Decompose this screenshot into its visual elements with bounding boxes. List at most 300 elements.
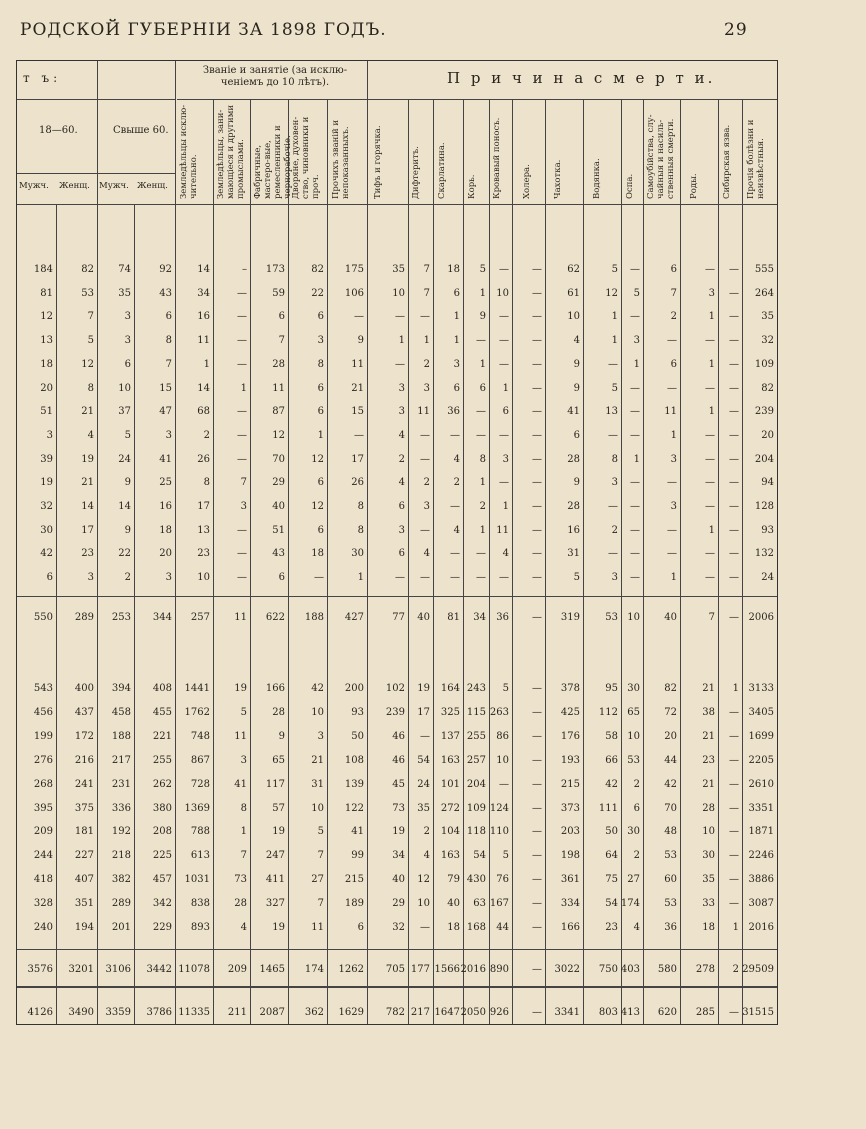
header-rule-1b [17, 99, 175, 100]
table-cell: 893 [190, 922, 210, 933]
table-cell: 418 [33, 874, 53, 886]
table-cell: — [729, 778, 739, 790]
sex-header-female: Женщ. [137, 181, 168, 191]
table-cell: 201 [111, 922, 131, 933]
table-cell: 110 [489, 826, 509, 838]
table-cell: 1 [240, 826, 247, 838]
table-row [17, 548, 777, 566]
table-cell: 12 [40, 311, 53, 323]
table-cell: 11 [417, 406, 430, 418]
table-cell: — [532, 358, 542, 370]
table-cell: — [667, 548, 677, 560]
cause-header: Оспа. [625, 173, 635, 199]
table-cell: 50 [605, 826, 618, 838]
table-cell: 239 [385, 706, 405, 718]
table-cell: 19 [417, 683, 430, 694]
table-cell: 1 [317, 429, 324, 441]
table-cell: — [667, 335, 677, 347]
table-cell: 37 [118, 406, 131, 418]
table-cell: 30 [627, 683, 640, 694]
table-cell: 1 [633, 358, 640, 370]
table-cell: 4 [87, 429, 94, 441]
table-cell: 268 [33, 778, 53, 790]
table-cell: 3 [423, 382, 430, 394]
table-cell: — [354, 311, 364, 323]
table-cell: 7 [278, 335, 285, 347]
table-cell: 243 [466, 683, 486, 694]
table-cell: 20 [40, 382, 53, 394]
table-cell: — [532, 754, 542, 766]
table-cell: — [395, 311, 405, 323]
table-cell: — [667, 524, 677, 536]
table-cell: 139 [344, 778, 364, 790]
table-cell: 1 [423, 335, 430, 347]
table-cell: 407 [74, 874, 94, 886]
table-cell: — [729, 548, 739, 560]
table-cell: 1 [732, 683, 739, 694]
table-cell: 8 [611, 453, 618, 465]
table-cell: 177 [410, 964, 430, 975]
table-cell: 2246 [748, 850, 774, 862]
table-cell: 5 [573, 572, 580, 584]
table-cell: 44 [664, 754, 677, 766]
table-cell: — [450, 572, 460, 584]
table-cell: 167 [489, 898, 509, 910]
table-cell: 2 [423, 358, 430, 370]
cause-header: Чахотка. [553, 159, 563, 199]
table-cell: 46 [392, 730, 405, 742]
table-cell: — [532, 335, 542, 347]
table-cell: 4 [453, 453, 460, 465]
table-row [17, 826, 777, 844]
table-cell: 838 [190, 898, 210, 910]
table-cell: 1 [708, 311, 715, 323]
table-cell: — [729, 572, 739, 584]
table-cell: 9 [573, 382, 580, 394]
table-cell: 41 [234, 778, 247, 790]
table-cell: 164 [440, 683, 460, 694]
table-cell: 62 [567, 264, 580, 275]
table-cell: 11335 [178, 1007, 210, 1018]
table-cell: 108 [344, 754, 364, 766]
table-cell: 42 [311, 683, 324, 694]
table-cell: 30 [702, 850, 715, 862]
table-cell: 77 [392, 612, 405, 623]
table-cell: 327 [265, 898, 285, 910]
table-cell: 7 [670, 287, 677, 299]
table-cell: 3786 [146, 1007, 172, 1018]
table-cell: – [242, 264, 247, 275]
table-cell: — [532, 524, 542, 536]
table-cell: 15 [159, 382, 172, 394]
table-cell: 92 [159, 264, 172, 275]
table-cell: — [729, 453, 739, 465]
group-header-occupation: Званіе и занятіе (за исклю-ченіемъ до 10 лѣтъ). [202, 65, 348, 88]
table-cell: — [476, 406, 486, 418]
table-cell: — [729, 382, 739, 394]
table-cell: — [705, 453, 715, 465]
table-cell: 73 [234, 874, 247, 886]
table-cell: 705 [385, 964, 405, 975]
table-cell: 6 [46, 572, 53, 584]
table-cell: 7 [87, 311, 94, 323]
table-cell: 81 [447, 612, 460, 623]
table-cell: 2087 [259, 1007, 285, 1018]
table-cell: 411 [265, 874, 285, 886]
table-cell: 6 [453, 382, 460, 394]
table-cell: 867 [190, 754, 210, 766]
table-cell: 217 [410, 1007, 430, 1018]
table-row [17, 525, 777, 543]
table-cell: — [630, 406, 640, 418]
table-cell: 3 [240, 501, 247, 512]
table-row [17, 922, 777, 940]
table-cell: 208 [152, 826, 172, 838]
table-cell: 276 [33, 754, 53, 766]
table-cell: — [237, 335, 247, 347]
table-cell: 24 [118, 453, 131, 465]
table-cell: 34 [197, 287, 210, 299]
table-cell: 176 [560, 730, 580, 742]
table-cell: 29 [272, 477, 285, 489]
table-cell: 1 [203, 358, 210, 370]
table-cell: 12 [417, 874, 430, 886]
table-cell: — [532, 850, 542, 862]
table-cell: 4 [423, 548, 430, 560]
table-cell: 1262 [338, 964, 364, 975]
table-cell: — [237, 548, 247, 560]
table-cell: 325 [440, 706, 460, 718]
table-cell: — [729, 287, 739, 299]
table-cell: 70 [664, 802, 677, 814]
table-cell: 31 [567, 548, 580, 560]
table-cell: 18 [159, 524, 172, 536]
table-cell: 28 [234, 898, 247, 910]
table-cell: 1 [502, 382, 509, 394]
table-cell: — [729, 730, 739, 742]
table-cell: — [729, 874, 739, 886]
table-cell: 10 [702, 826, 715, 838]
table-cell: 28 [567, 453, 580, 465]
table-cell: 3 [46, 429, 53, 441]
table-cell: — [630, 382, 640, 394]
table-cell: 728 [190, 778, 210, 790]
table-cell: 1369 [184, 802, 210, 814]
table-cell: 13 [605, 406, 618, 418]
table-cell: — [729, 311, 739, 323]
table-cell: — [729, 826, 739, 838]
table-cell: 394 [111, 683, 131, 694]
table-cell: — [499, 778, 509, 790]
table-cell: — [532, 730, 542, 742]
table-cell: 2 [633, 778, 640, 790]
table-cell: 4 [633, 922, 640, 933]
table-cell: 1 [611, 335, 618, 347]
table-cell: — [729, 898, 739, 910]
table-cell: 13 [40, 335, 53, 347]
table-cell: — [532, 382, 542, 394]
table-cell: 8 [317, 358, 324, 370]
table-cell: — [667, 382, 677, 394]
table-cell: 68 [197, 406, 210, 418]
table-cell: 33 [702, 898, 715, 910]
table-cell: — [499, 477, 509, 489]
table-cell: — [532, 612, 542, 623]
table-cell: 94 [761, 477, 774, 489]
table-cell: 6 [124, 358, 131, 370]
table-cell: — [729, 335, 739, 347]
table-cell: 2 [398, 453, 405, 465]
table-cell: 93 [351, 706, 364, 718]
table-cell: 5 [502, 850, 509, 862]
table-cell: — [314, 572, 324, 584]
table-cell: 8 [357, 501, 364, 512]
table-cell: 5 [240, 706, 247, 718]
table-row [17, 311, 777, 329]
table-cell: 17 [351, 453, 364, 465]
table-cell: — [532, 572, 542, 584]
table-cell: 543 [33, 683, 53, 694]
table-cell: 4 [398, 429, 405, 441]
sex-header-female: Женщ. [59, 181, 90, 191]
table-cell: 3 [453, 358, 460, 370]
table-cell: 5 [611, 264, 618, 275]
table-cell: 23 [605, 922, 618, 933]
table-cell: — [729, 524, 739, 536]
occ-header: Земледѣльцы исклю-чительно. [179, 104, 199, 199]
table-cell: 11 [234, 612, 247, 623]
table-cell: 18 [702, 922, 715, 933]
table-cell: 6 [398, 501, 405, 512]
table-cell: 272 [440, 802, 460, 814]
table-cell: — [532, 964, 542, 975]
table-cell: — [499, 335, 509, 347]
table-cell: 6 [453, 287, 460, 299]
table-cell: 7 [423, 264, 430, 275]
table-cell: — [705, 572, 715, 584]
table-cell: 3 [398, 406, 405, 418]
table-cell: 82 [664, 683, 677, 694]
table-cell: 240 [33, 922, 53, 933]
table-cell: — [729, 358, 739, 370]
table-row [17, 406, 777, 424]
table-cell: — [532, 287, 542, 299]
table-cell: 262 [152, 778, 172, 790]
table-cell: 137 [440, 730, 460, 742]
table-cell: 6 [357, 922, 364, 933]
table-cell: 11 [496, 524, 509, 536]
table-cell: 9 [124, 524, 131, 536]
table-cell: 9 [573, 477, 580, 489]
table-cell: 1 [708, 524, 715, 536]
table-cell: 6 [670, 358, 677, 370]
table-cell: 19 [40, 477, 53, 489]
table-cell: — [729, 754, 739, 766]
table-cell: 456 [33, 706, 53, 718]
table-cell: 64 [605, 850, 618, 862]
table-cell: 7 [317, 898, 324, 910]
table-cell: 748 [190, 730, 210, 742]
table-cell: 3 [317, 730, 324, 742]
table-cell: 3 [398, 382, 405, 394]
table-cell: 11 [197, 335, 210, 347]
table-cell: 53 [81, 287, 94, 299]
table-cell: 74 [118, 264, 131, 275]
table-cell: 41 [159, 453, 172, 465]
table-cell: 3106 [105, 964, 131, 975]
table-cell: 32 [40, 501, 53, 512]
table-cell: 3490 [68, 1007, 94, 1018]
table-cell: 3 [633, 335, 640, 347]
table-cell: 11 [311, 922, 324, 933]
table-cell: 34 [473, 612, 486, 623]
table-cell: 1 [633, 453, 640, 465]
table-cell: 3 [502, 453, 509, 465]
table-cell: 122 [344, 802, 364, 814]
group-header-cause: П р и ч и н а с м е р т и. [447, 69, 716, 87]
table-cell: 1647 [434, 1007, 460, 1018]
occ-header: Земледѣльцы, зани-мающіеся и другими промыслами. [216, 105, 246, 199]
age-group-18-60: 18—60. [39, 125, 78, 136]
table-cell: — [705, 264, 715, 275]
table-row [17, 850, 777, 868]
table-cell: 10 [392, 287, 405, 299]
table-cell: 32 [392, 922, 405, 933]
table-cell: 194 [74, 922, 94, 933]
table-cell: 21 [702, 778, 715, 790]
table-cell: 378 [560, 683, 580, 694]
table-cell: 12 [272, 429, 285, 441]
table-cell: 95 [605, 683, 618, 694]
table-cell: 11 [234, 730, 247, 742]
table-cell: 132 [754, 548, 774, 560]
table-cell: 4 [240, 922, 247, 933]
table-cell: 163 [440, 754, 460, 766]
table-cell: 40 [417, 612, 430, 623]
table-cell: 87 [272, 406, 285, 418]
table-row [17, 454, 777, 472]
table-cell: 38 [702, 706, 715, 718]
table-cell: 408 [152, 683, 172, 694]
table-cell: 375 [74, 802, 94, 814]
table-cell: 255 [466, 730, 486, 742]
table-cell: 36 [496, 612, 509, 623]
table-cell: 21 [81, 477, 94, 489]
table-cell: — [729, 612, 739, 623]
table-cell: 29509 [742, 964, 774, 975]
table-cell: 35 [118, 287, 131, 299]
table-cell: 13 [197, 524, 210, 536]
table-cell: 328 [33, 898, 53, 910]
table-cell: — [608, 429, 618, 441]
table-cell: 44 [496, 922, 509, 933]
table-cell: 3405 [748, 706, 774, 718]
table-cell: — [729, 429, 739, 441]
table-row [17, 683, 777, 701]
table-cell: — [630, 311, 640, 323]
running-title: РОДСКОЙ ГУБЕРНІИ ЗА 1898 ГОДЪ. [20, 20, 387, 40]
table-cell: 53 [605, 612, 618, 623]
table-cell: 16 [197, 311, 210, 323]
table-cell: 1699 [748, 730, 774, 742]
table-cell: 168 [466, 922, 486, 933]
table-row [17, 430, 777, 448]
table-cell: — [630, 264, 640, 275]
table-cell: — [420, 311, 430, 323]
table-cell: — [667, 477, 677, 489]
table-row [17, 477, 777, 495]
table-cell: — [532, 311, 542, 323]
table-cell: 46 [392, 754, 405, 766]
table-cell: 3 [240, 754, 247, 766]
table-cell: 30 [351, 548, 364, 560]
table-cell: — [532, 898, 542, 910]
table-cell: — [729, 501, 739, 512]
table-cell: 3 [708, 287, 715, 299]
table-cell: 31515 [742, 1007, 774, 1018]
table-cell: 172 [74, 730, 94, 742]
table-cell: 782 [385, 1007, 405, 1018]
table-row [17, 335, 777, 353]
table-cell: 1031 [184, 874, 210, 886]
table-cell: 6 [317, 382, 324, 394]
mortality-table [16, 60, 778, 1025]
table-cell: — [420, 730, 430, 742]
subtotal-rule-upper [17, 596, 777, 597]
table-cell: — [420, 572, 430, 584]
table-cell: 10 [627, 612, 640, 623]
table-cell: — [395, 572, 405, 584]
table-cell: 8 [357, 524, 364, 536]
table-cell: — [729, 1007, 739, 1018]
table-cell: 10 [567, 311, 580, 323]
total-rule [17, 986, 777, 988]
table-row [17, 898, 777, 916]
table-cell: 4 [453, 524, 460, 536]
table-cell: 18 [447, 922, 460, 933]
table-cell: 12 [311, 501, 324, 512]
table-cell: 61 [567, 287, 580, 299]
table-cell: 6 [317, 524, 324, 536]
table-cell: 1 [708, 406, 715, 418]
table-cell: 23 [702, 754, 715, 766]
table-cell: 3 [124, 311, 131, 323]
table-cell: — [476, 335, 486, 347]
cause-header: Сибирская язва. [722, 124, 732, 199]
table-cell: 14 [197, 264, 210, 275]
sex-header-male: Мужч. [99, 181, 129, 191]
occ-header: Прочихъ званій и непоказанныхъ. [331, 119, 351, 199]
table-row [17, 707, 777, 725]
table-cell: 10 [627, 730, 640, 742]
table-cell: — [630, 429, 640, 441]
table-cell: — [499, 264, 509, 275]
table-row [17, 755, 777, 773]
table-cell: 1 [670, 429, 677, 441]
table-cell: — [450, 429, 460, 441]
table-cell: — [630, 572, 640, 584]
table-cell: — [729, 406, 739, 418]
table-cell: — [532, 802, 542, 814]
table-cell: 289 [74, 612, 94, 623]
table-cell: 4126 [27, 1007, 53, 1018]
table-cell: 3351 [748, 802, 774, 814]
table-cell: 40 [272, 501, 285, 512]
table-cell: 54 [605, 898, 618, 910]
table-cell: 189 [344, 898, 364, 910]
table-cell: 109 [466, 802, 486, 814]
table-cell: 6 [398, 548, 405, 560]
